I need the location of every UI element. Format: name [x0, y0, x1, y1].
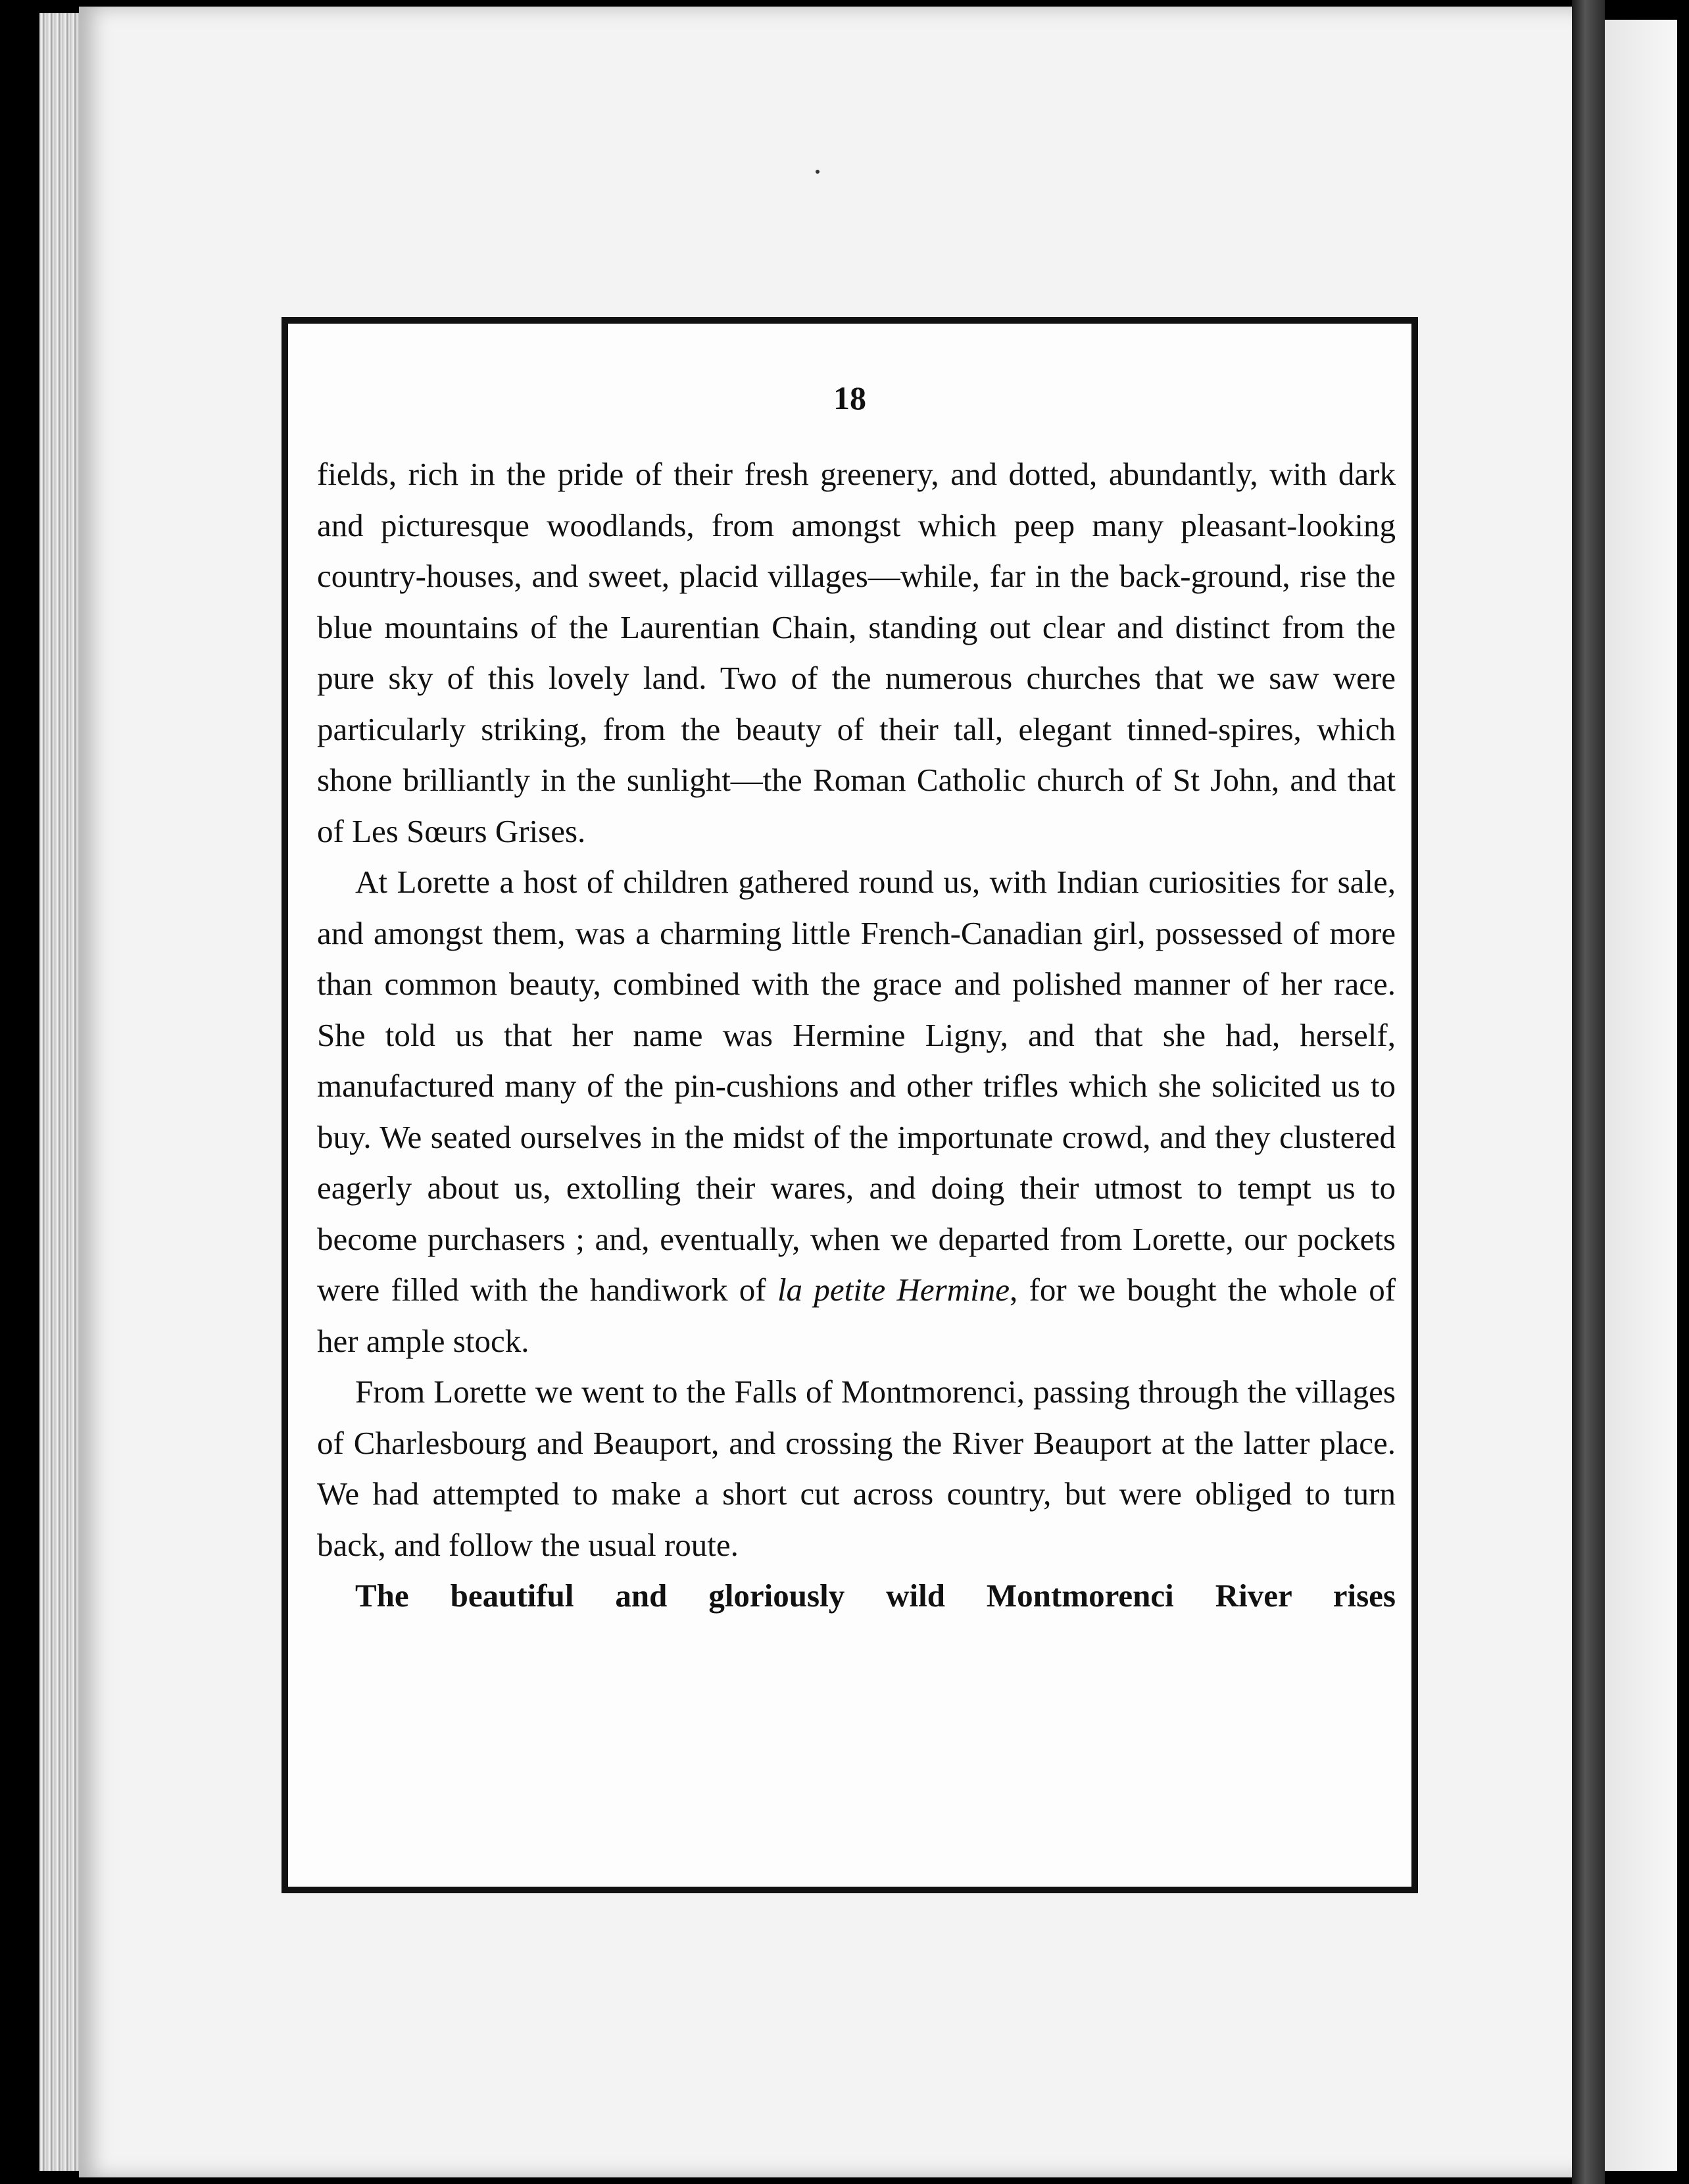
paragraph-2-italic: la petite Hermine — [777, 1272, 1010, 1308]
adjacent-page — [1605, 20, 1677, 2171]
text-frame — [282, 317, 1418, 1893]
page-number: 18 — [833, 380, 866, 416]
paragraph-2-end: , for we bought the whole of her ample stock. — [317, 1272, 1396, 1359]
paragraph-3: From Lorette we went to the Falls of Montmorenci, passing through the villages of Charlesbourg and Beauport, and crossing the River Beauport at the latter place. We had attempted to make a short cut across country, but were obliged to turn back, and follow the usual route. — [317, 1374, 1396, 1563]
book-gutter — [1572, 0, 1605, 2184]
ink-speck — [816, 170, 820, 174]
paragraph-2 — [317, 856, 1396, 1366]
paragraph-2-text: At Lorette a host of children gathered round us, with Indian curiosities for sale, and amongst them, was a charming little French-Canadian girl, possessed of more than common beauty, combined with the grace and polished manner of her race. She told us that her name was Hermine Ligny, and that she had, herself, manufactured many of the pin-cushions and other trifles which she solicited us to buy. We seated ourselves in the midst of the importunate crowd, and they clustered eagerly about us, extolling their wares, and doing their utmost to tempt us to become purchasers ; and, eventually, when we departed from Lorette, our pockets were filled with the handiwork of — [317, 864, 1396, 1308]
paragraph-4: The beautiful and gloriously wild Montmorenci River rises — [355, 1577, 1396, 1614]
paragraph-1: fields, rich in the pride of their fresh greenery, and dotted, abundantly, with dark and picturesque woodlands, from amongst which peep many pleasant-looking country-houses, and sweet, placid villages—while, far in the back-ground, rise the blue mountains of the Laurentian Chain, standing out clear and distinct from the pure sky of this lovely land. Two of the numerous churches that we saw were particularly striking, from the beauty of their tall, elegant tinned-spires, which shone brilliantly in the sunlight—the Roman Catholic church of St John, and that of Les Sœurs Grises. — [317, 456, 1396, 849]
body-text — [317, 449, 1396, 1622]
